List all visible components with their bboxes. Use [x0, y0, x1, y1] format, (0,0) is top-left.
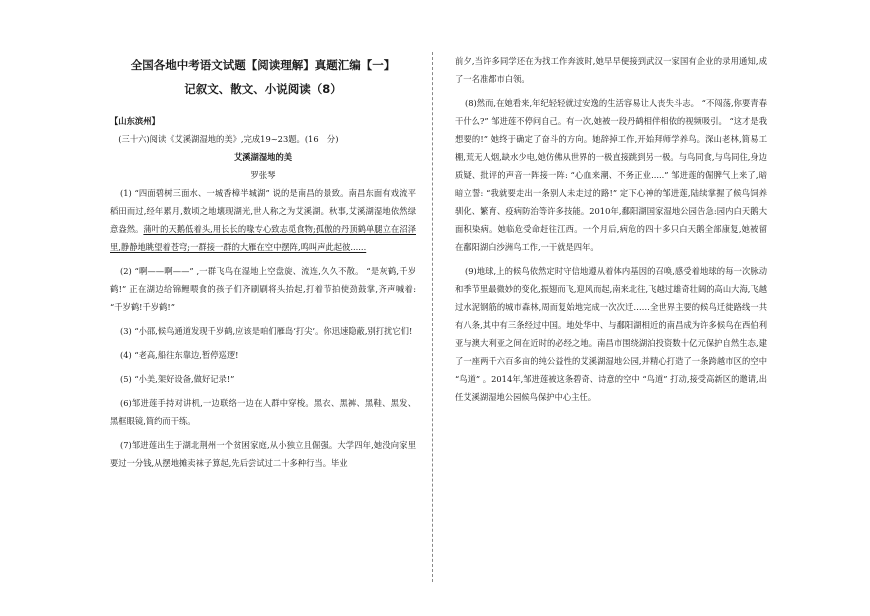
column-divider	[432, 52, 433, 582]
right-column	[455, 52, 767, 406]
paragraph-7-continued: 前夕,当许多同学还在为找工作奔波时,她早早便接到武汉一家国有企业的录用通知,成了一名准都市白领。	[455, 56, 767, 84]
paragraph-1	[110, 184, 416, 256]
paragraph-3: (3) “小邵,候鸟通道发现千岁鹤,应该是咱们雁岛‘打尖’。你迅速隐蔽,别打扰它们!	[119, 326, 413, 336]
paragraph-8: (8)然而,在她看来,年纪轻轻就过安逸的生活容易让人丧失斗志。 “不闯荡,你要青春干什么?” 邹进莲不停问自己。有一次,她被一段丹鹤相伴相依的视频吸引。 “这才是我想要的!” 她终于确定了奋斗的方向。她辞掉工作,开始拜师学养鸟。深山老林,简易工棚,荒无人烟,缺水少电,她仿佛从世界的一极直接跳到另一极。与鸟同食,与鸟同住,身边质疑、批评的声音一阵接一阵: “心血来潮、不务正业.....” 邹进莲的倔脾气上来了,暗暗立誓: “我就要走出一条别人未走过的路!” 定下心神的邹进莲,陆续掌握了候鸟饲养驯化、繁育、疫病防治等许多技能。2010年,鄱阳湖国家湿地公园告急:园内白天鹅大面积染病。她临危受命赶往江西。一个月后,病危的四十多只白天鹅全部康复,她被留在鄱阳湖白沙洲鸟工作,一干就是四年。	[455, 98, 767, 252]
region-label: 【山东滨州】	[110, 116, 160, 126]
paragraph-2: (2) “啊——啊——” ,一群飞鸟在湿地上空盘旋、流连,久久不散。 “是灰鹤,千岁鹤!” 正在湖边给锦鲤喂食的孩子们齐刷刷将头抬起,打着节拍使劲鼓掌,齐声喊着: “千岁鹤!千岁鹤!”	[110, 266, 416, 312]
page-subtitle: 记叙文、散文、小说阅读（8）	[184, 82, 342, 96]
paragraph-5: (5) “小美,架好设备,做好记录!”	[119, 374, 235, 384]
page-title: 全国各地中考语文试题【阅读理解】真题汇编【一】	[130, 58, 396, 72]
paragraph-4: (4) “老高,船往东靠边,暂停巡逻!	[119, 350, 239, 360]
left-column	[110, 52, 416, 472]
paragraph-9: (9)地球,上的候鸟依然定时守信地遵从着体内基因的召唤,感受着地球的每一次脉动和季节里最微妙的变化,振翅而飞,迎风而起,南来北往,飞越过雄奇壮阔的高山大海,飞越过水泥钢筋的城市森林,周而复始地完成一次次迁……全世界主要的候鸟迁徙路线一共有八条,其中有三条经过中国。地处华中、与鄱阳湖相近的南昌成为许多候鸟在西伯利亚与澳大利亚之间在近时的必经之地。南昌市围绕湖泊投资数十亿元保护自然生态,建了一座两千六百多亩的纯公益性的艾溪湖湿地公园,并精心打造了一条跨越市区的空中 “鸟道” 。2014年,邹进莲被这条碧奇、诗意的空中 “鸟道” 打动,接受高新区的邀请,出任艾溪湖湿地公园候鸟保护中心主任。	[455, 266, 767, 402]
article-author: 罗张琴	[250, 170, 276, 180]
paragraph-1-underlined: 蒲叶的天鹅低着头,用长长的喙专心致志觅食物;孤傲的丹顶鹤单腿立在沼泽里,静静地眺望着苍穹;一群接一群的大雁在空中摆阵,鸣叫声此起彼......	[110, 224, 416, 252]
article-title: 艾溪湖湿地的美	[233, 152, 293, 162]
paragraph-1-text: (1) “四面碧树三面水、一城香樟半城湖” 说的是南昌的景致。南昌东面有戏流平稻田而过,经年累月,数顷之地壊现湖光,世人称之为艾溪湖。秋事,艾溪湖湿地依然绿意盎然。	[110, 188, 416, 234]
paragraph-7: (7)邹进莲出生于湖北荆州一个贫困家庭,从小独立且倔强。大学四年,她没向家里要过一分钱,从摆地摊卖袜子算起,先后尝试过二十多种行当。毕业	[110, 440, 416, 468]
question-intro: (三十六)阅读《艾溪湖湿地的美》,完成19~23题。(16 分)	[118, 134, 339, 144]
paragraph-6: (6)邹进莲手持对讲机,一边联络一边在人群中穿梭。黑衣、黑裤、黑鞋、黑发、黑框眼镜,简约而干练。	[110, 398, 416, 426]
